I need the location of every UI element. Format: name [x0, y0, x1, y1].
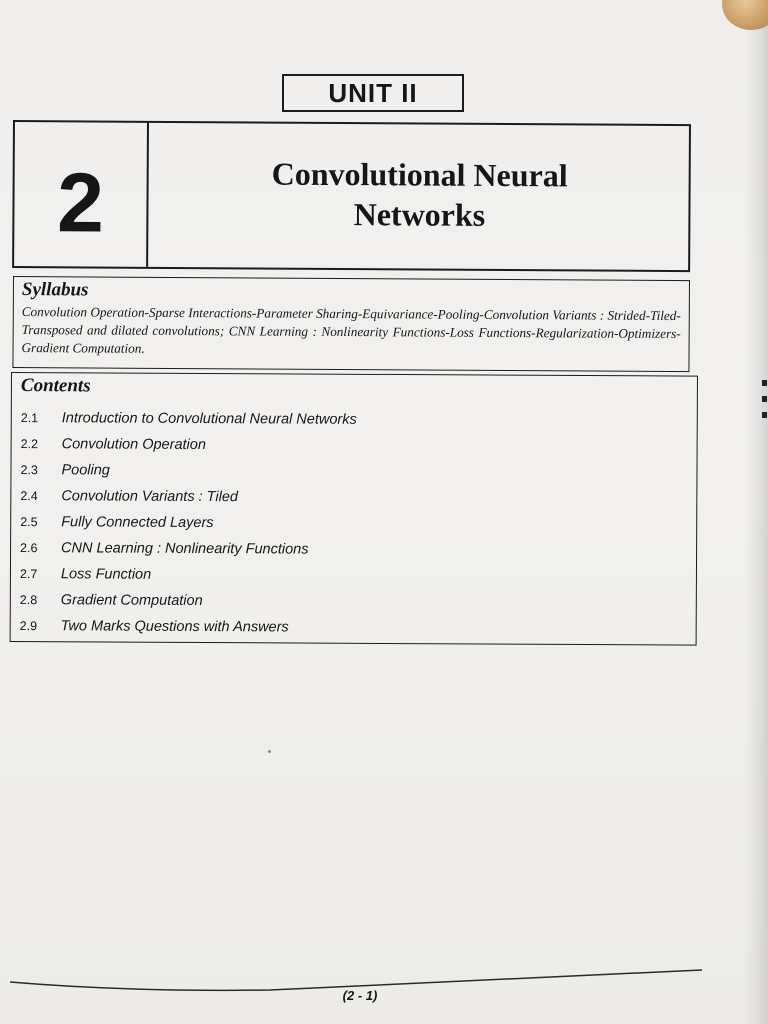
contents-item-number: 2.9 [19, 619, 38, 634]
chapter-title [154, 153, 684, 236]
paper-speck [268, 750, 271, 753]
contents-item-number: 2.6 [20, 541, 38, 556]
contents-item-number: 2.3 [20, 463, 38, 478]
page-edge-shadow [744, 0, 768, 1024]
contents-item-title: Gradient Computation [60, 592, 203, 610]
contents-item-number: 2.2 [20, 437, 39, 452]
contents-item [20, 483, 687, 512]
contents-item [20, 535, 687, 564]
contents-item-number: 2.5 [20, 515, 38, 530]
contents-item-title: Fully Connected Layers [61, 514, 214, 532]
page-number: (2 - 1) [342, 988, 378, 1003]
syllabus-box [12, 276, 690, 372]
contents-item-number: 2.8 [19, 593, 38, 608]
contents-item-title: CNN Learning : Nonlinearity Functions [61, 540, 309, 558]
contents-list [20, 405, 688, 642]
finger-in-frame [722, 0, 768, 30]
contents-item [20, 509, 687, 538]
syllabus-heading: Syllabus [21, 279, 89, 301]
contents-item [20, 457, 687, 486]
contents-item [20, 613, 687, 642]
contents-box [10, 372, 698, 646]
adjacent-page-marks [762, 380, 768, 440]
chapter-number: 2 [14, 122, 149, 267]
contents-item-title: Loss Function [60, 566, 152, 583]
contents-item-title: Introduction to Convolutional Neural Networks [61, 410, 357, 428]
syllabus-text: Convolution Operation-Sparse Interactions-Parameter Sharing-Equivariance-Pooling-Convolution Variants : Strided-Tiled-Transposed and dilated convolutions; CNN Learning : Nonlinearity Functions-Loss Functions-Regularization-Optimizers-Gradient Computation. [21, 304, 681, 356]
contents-item [20, 587, 687, 616]
chapter-title-line-2: Networks [353, 196, 486, 233]
contents-item-number: 2.1 [20, 411, 39, 426]
contents-item-title: Two Marks Questions with Answers [60, 618, 289, 636]
chapter-header-box [12, 120, 691, 272]
contents-item [21, 431, 688, 460]
contents-item-number: 2.7 [19, 567, 38, 582]
contents-item-number: 2.4 [20, 489, 38, 504]
contents-item [21, 405, 688, 434]
unit-label: UNIT II [282, 74, 464, 112]
chapter-title-line-1: Convolutional Neural [271, 155, 568, 194]
contents-heading: Contents [20, 375, 91, 397]
contents-item-title: Convolution Variants : Tiled [61, 488, 239, 506]
contents-item-title: Pooling [61, 462, 110, 479]
contents-item-title: Convolution Operation [61, 436, 206, 454]
contents-item [20, 561, 687, 590]
